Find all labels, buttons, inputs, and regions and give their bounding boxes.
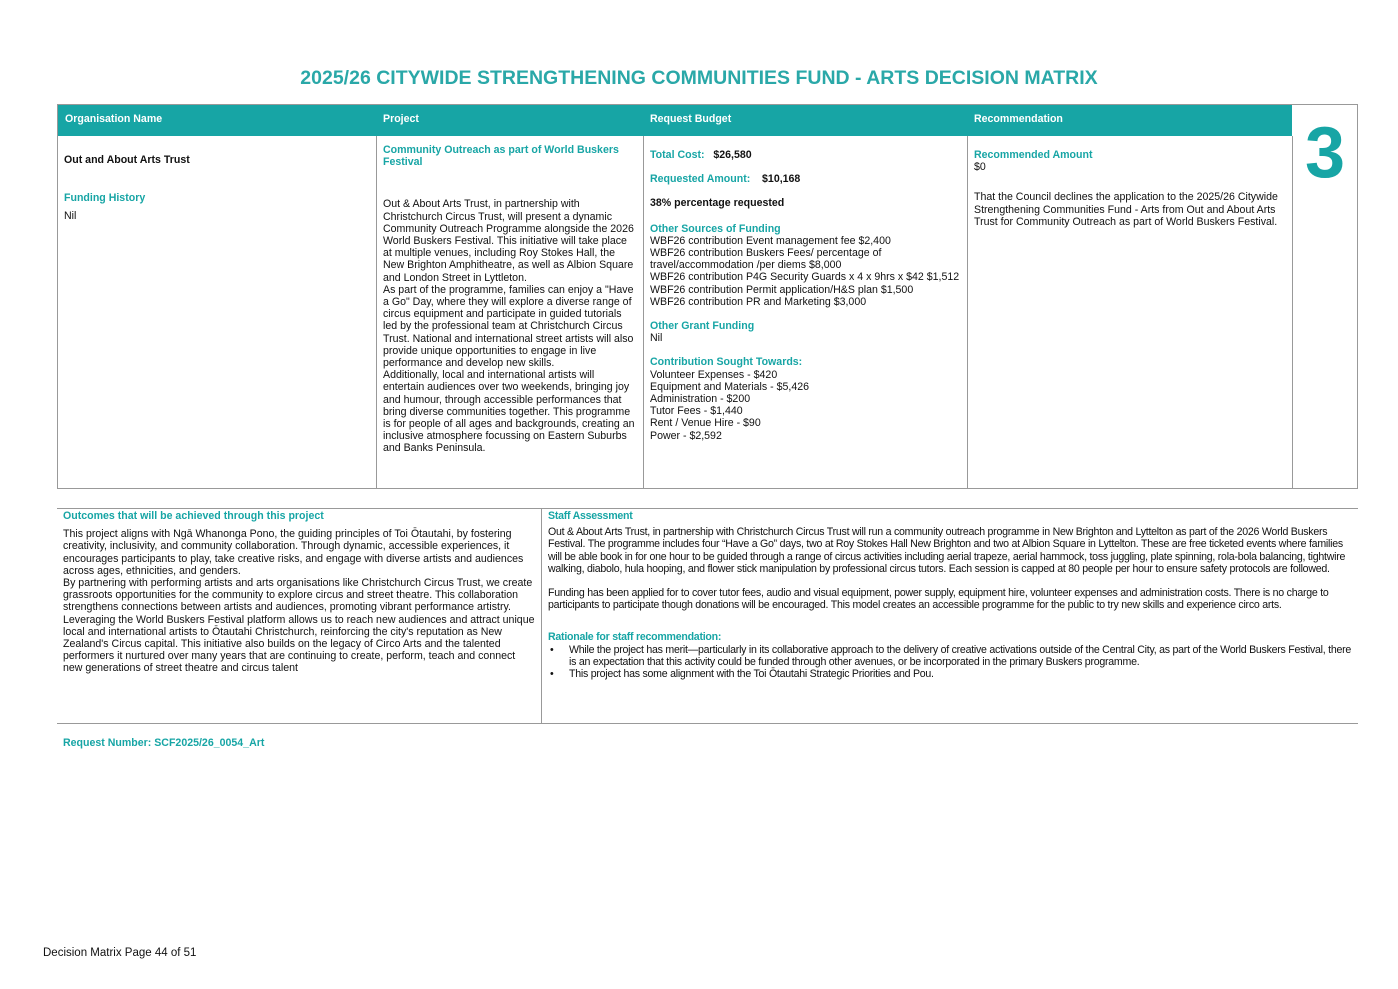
recommended-amount: $0 xyxy=(974,161,986,174)
staff-assessment-para-2: Funding has been applied for to cover tutor fees, audio and visual equipment, power supply, equipment hire, volunteer expenses and administration costs. There is no charge to participants to participate though donations will be encouraged. This model creates an accessible programme for the public to try new skills and experience circo arts. xyxy=(548,587,1329,612)
other-grant: Nil xyxy=(650,332,663,345)
rationale-list xyxy=(548,644,1352,681)
page-footer: Decision Matrix Page 44 of 51 xyxy=(43,947,197,959)
header-project: Project xyxy=(376,105,643,136)
staff-assessment-label: Staff Assessment xyxy=(548,510,633,522)
decision-matrix-table xyxy=(57,104,1358,489)
other-sources-label: Other Sources of Funding xyxy=(650,222,781,235)
total-cost-label: Total Cost: xyxy=(650,149,705,161)
contribution-item: Power - $2,592 xyxy=(650,429,722,442)
other-source-item: WBF26 contribution Event management fee $2,400 xyxy=(650,234,891,247)
project-cell xyxy=(376,136,643,488)
other-sources-list xyxy=(650,235,961,308)
rationale-item: • This project has some alignment with the Toi Ōtautahi Strategic Priorities and Pou. xyxy=(548,668,1352,680)
rationale-label: Rationale for staff recommendation: xyxy=(548,631,722,644)
project-description: Out & About Arts Trust, in partnership with Christchurch Circus Trust, will present a dynamic Community Outreach Programme alongside the 2026 World Buskers Festival. This initiative will take place at multiple venues, including Roy Stokes Hall, the New Brighton Amphitheatre, as well as Albion Square and London Street in Lyttleton. As part of the programme, families can enjoy a "Have a Go" Day, where they will explore a diverse range of circus equipment and participate in guided tutorials led by the professional team at Christchurch Circus Trust. National and international street artists will also provide unique opportunities to engage in live performance and develop new skills. Additionally, local and international artists will entertain audiences over two weekends, bringing joy and humour, through accessible performances that bring diverse communities together. This programme is for people of all ages and backgrounds, creating an inclusive atmosphere focussing on Eastern Suburbs and Banks Peninsula. xyxy=(383,198,635,455)
other-grant-label: Other Grant Funding xyxy=(650,320,755,333)
recommendation-cell xyxy=(967,136,1292,488)
header-budget: Request Budget xyxy=(643,105,967,136)
total-cost: $26,580 xyxy=(713,149,752,161)
recommended-amount-label: Recommended Amount xyxy=(974,149,1093,161)
outcomes-panel xyxy=(57,509,541,723)
rationale-item: • While the project has merit—particularly in its collaborative approach to the delivery of creative activations outside of the Central City, as part of the World Buskers Festival, there is an expectation that this activity could be funded through other avenues, or be incorporated in the primary Buskers programme. xyxy=(548,644,1352,668)
other-source-item: WBF26 contribution Permit application/H&S plan $1,500 xyxy=(650,283,914,296)
other-source-item: WBF26 contribution PR and Marketing $3,000 xyxy=(650,295,867,308)
contribution-label: Contribution Sought Towards: xyxy=(650,356,803,369)
funding-history: Nil xyxy=(64,210,77,223)
requested-amount-label: Requested Amount: xyxy=(650,173,751,186)
contribution-item: Volunteer Expenses - $420 xyxy=(650,368,778,381)
other-source-item: WBF26 contribution P4G Security Guards x 4 x 9hrs x $42 $1,512 xyxy=(650,271,960,284)
project-title: Community Outreach as part of World Buskers Festival xyxy=(383,144,619,169)
contribution-list xyxy=(650,369,961,442)
funding-history-label: Funding History xyxy=(64,192,146,205)
percentage-requested: 38% percentage requested xyxy=(650,197,785,210)
budget-cell xyxy=(643,136,967,488)
request-number: Request Number: SCF2025/26_0054_Art xyxy=(63,737,265,749)
recommendation-text: That the Council declines the application to the 2025/26 Citywide Strengthening Communities Fund - Arts from Out and About Arts Trust for Community Outreach as part of World Buskers Festival. xyxy=(974,191,1278,228)
other-source-item: WBF26 contribution Buskers Fees/ percentage of travel/accommodation /per diems $8,000 xyxy=(650,247,882,272)
requested-amount: $10,168 xyxy=(762,173,801,186)
staff-assessment-para-1: Out & About Arts Trust, in partnership with Christchurch Circus Trust will run a community outreach programme in New Brighton and Lyttelton as part of the 2026 World Buskers Festival. The programme includes four “Have a Go” days, two at Roy Stokes Hall New Brighton and two at Albion Square in Lyttelton. These are free ticketed events where families will be able book in for one hour to be guided through a range of circus activities including aerial trapeze, aerial hammock, toss juggling, plate spinning, rola-bola balancing, tightwire walking, diabolo, hula hooping, and flower stick manipulation by professional circus tutors. Each session is capped at 80 people per hour to ensure safety protocols are followed. xyxy=(548,526,1346,575)
organisation-cell xyxy=(58,136,376,488)
outcomes-label: Outcomes that will be achieved through this project xyxy=(63,510,324,522)
outcomes-text: This project aligns with Ngā Whanonga Pono, the guiding principles of Toi Ōtautahi, by fostering creativity, inclusivity, and community collaboration. Through dynamic, accessible experiences, it encourages participants to play, take creative risks, and engage with diverse artists and audiences across ages, ethnicities, and genders. By partnering with performing artists and arts organisations like Christchurch Circus Trust, we create grassroots opportunities for the community to explore circus and street theatre. This collaboration strengthens connections between artists and audiences, promoting vibrant performance artistry. Leveraging the World Buskers Festival platform allows us to reach new audiences and attract unique local and international artists to Ōtautahi Christchurch, reinforcing the city's reputation as New Zealand's Circus capital. This initiative also builds on the legacy of Circo Arts and the talented performers it nurtured over many years that are continuing to create, perform, teach and connect new generations of street theatre and circus talent xyxy=(63,528,535,675)
contribution-item: Rent / Venue Hire - $90 xyxy=(650,417,761,430)
header-organisation: Organisation Name xyxy=(58,105,376,136)
staff-assessment-panel xyxy=(541,509,1358,723)
item-number: 3 xyxy=(1304,113,1346,193)
organisation-name: Out and About Arts Trust xyxy=(64,154,190,166)
header-recommendation: Recommendation xyxy=(967,105,1292,136)
assessment-section xyxy=(57,508,1358,724)
contribution-item: Administration - $200 xyxy=(650,393,751,406)
page-title: 2025/26 CITYWIDE STRENGTHENING COMMUNITIES FUND - ARTS DECISION MATRIX xyxy=(300,67,1098,89)
contribution-item: Equipment and Materials - $5,426 xyxy=(650,380,809,393)
contribution-item: Tutor Fees - $1,440 xyxy=(650,405,743,418)
